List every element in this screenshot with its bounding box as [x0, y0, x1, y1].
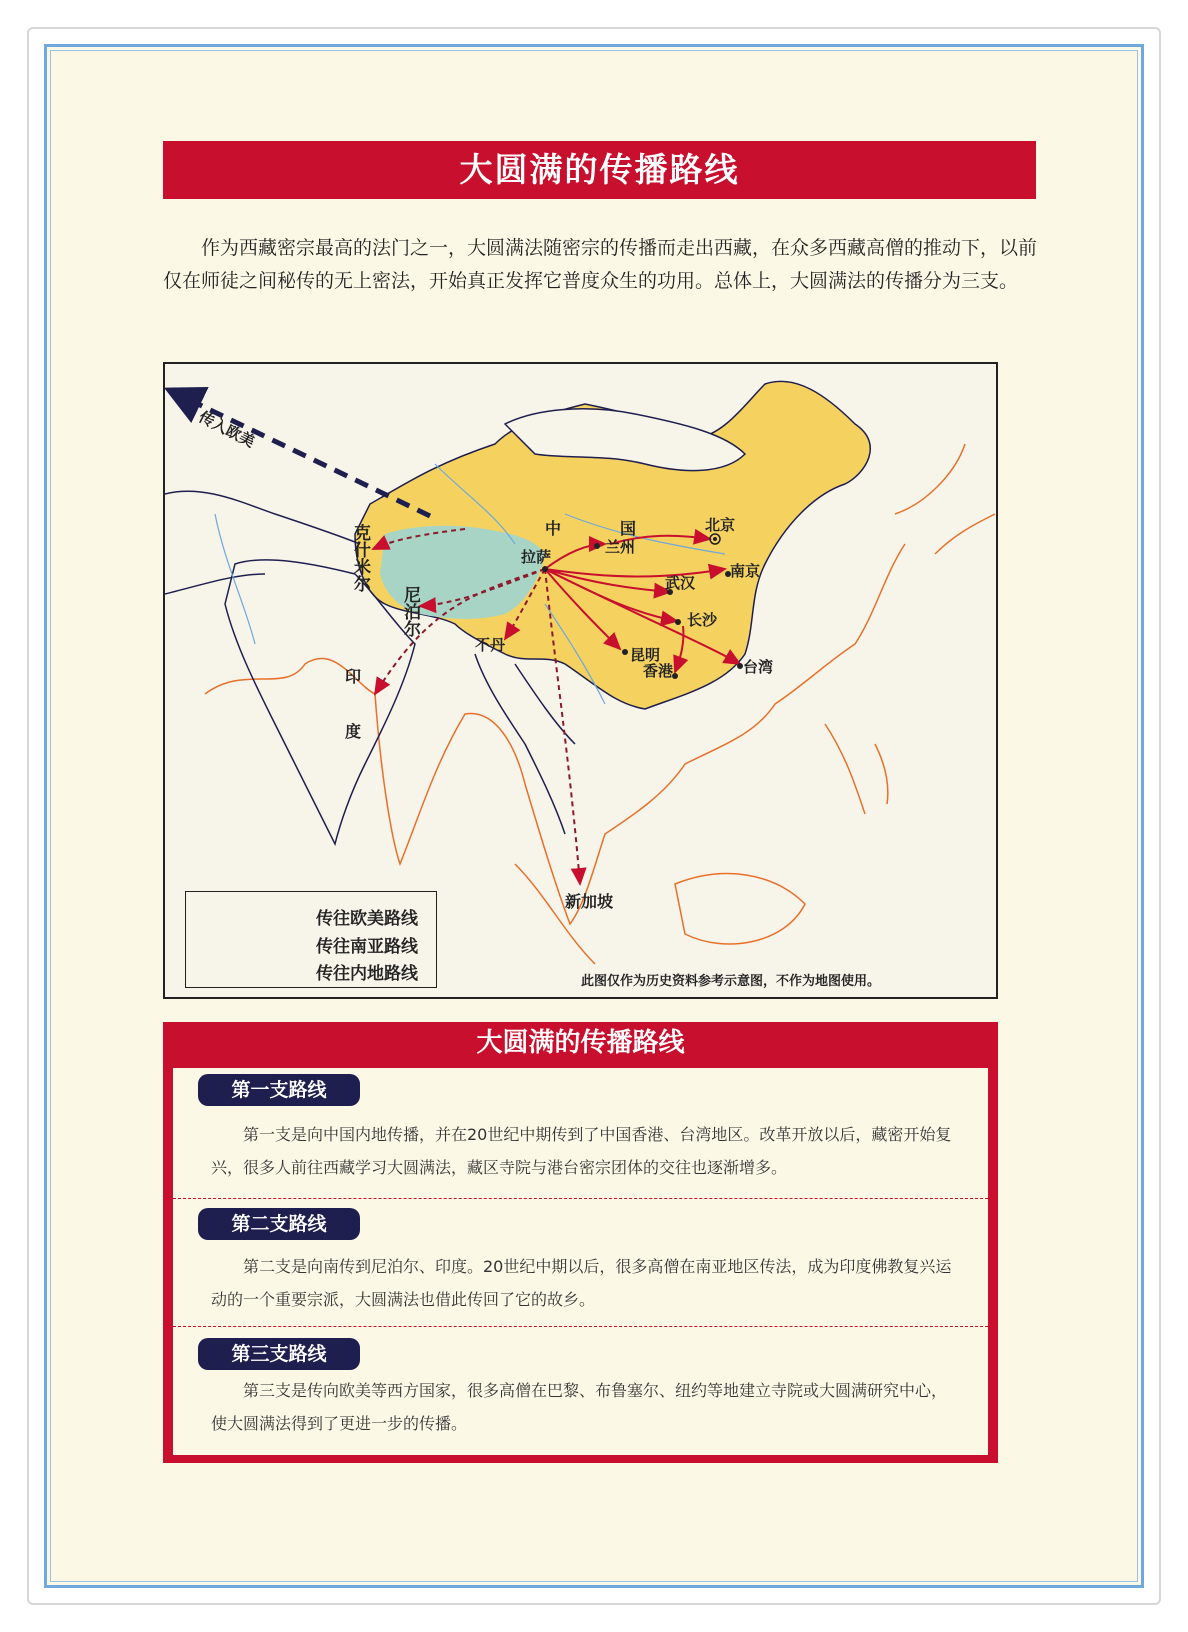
label-india-1: 印 — [345, 667, 362, 686]
legend-europe: 传往欧美路线 — [316, 909, 418, 929]
routes-panel-body — [173, 1068, 988, 1455]
route-text-3 — [211, 1374, 961, 1440]
city-dot-changsha — [675, 619, 681, 625]
label-india-2: 度 — [345, 722, 362, 741]
label-wuhan: 武汉 — [665, 574, 696, 592]
routes-panel-title: 大圆满的传播路线 — [476, 1028, 685, 1058]
route-label-2: 第二支路线 — [198, 1208, 360, 1240]
route-text-2 — [211, 1250, 961, 1316]
map-disclaimer: 此图仅作为历史资料参考示意图，不作为地图使用。 — [581, 974, 881, 989]
route-description-2: 第二支是向南传到尼泊尔、印度。20世纪中期以后，很多高僧在南亚地区传法，成为印度佛教复兴运动的一个重要宗派，大圆满法也借此传回了它的故乡。 — [211, 1257, 952, 1309]
page-title: 大圆满的传播路线 — [163, 141, 1036, 199]
label-lanzhou: 兰州 — [605, 538, 636, 556]
label-beijing: 北京 — [705, 516, 736, 534]
route-divider-2 — [173, 1326, 988, 1327]
route-label-1: 第一支路线 — [198, 1074, 360, 1106]
label-china-1: 中 — [545, 519, 562, 538]
city-dot-kunming — [622, 649, 628, 655]
city-dot-beijing-center — [713, 537, 717, 541]
label-taiwan: 台湾 — [743, 658, 774, 676]
island-borneo — [675, 874, 805, 944]
west-asia-border — [165, 491, 360, 594]
intro-text: 作为西藏密宗最高的法门之一，大圆满法随密宗的传播而走出西藏，在众多西藏高僧的推动下，以前仅在师徒之间秘传的无上密法，开始真正发挥它普度众生的功用。总体上，大圆满法的传播分为三支。 — [163, 237, 1038, 292]
route-description-3: 第三支是传向欧美等西方国家，很多高僧在巴黎、布鲁塞尔、纽约等地建立寺院或大圆满研究中心，使大圆满法得到了更进一步的传播。 — [211, 1381, 948, 1433]
label-lhasa: 拉萨 — [521, 548, 552, 566]
label-changsha: 长沙 — [687, 611, 718, 629]
route-divider-1 — [173, 1198, 988, 1199]
label-bhutan: 不丹 — [475, 636, 506, 654]
route-label-3: 第三支路线 — [198, 1338, 360, 1370]
island-japan — [895, 444, 995, 554]
intro-paragraph — [163, 232, 1043, 298]
label-singapore: 新加坡 — [565, 892, 614, 911]
indochina-border — [475, 654, 575, 834]
label-europe-arrow: 传入欧美 — [195, 407, 258, 452]
route-text-1 — [211, 1118, 961, 1184]
label-nepal: 尼泊尔 — [400, 586, 420, 637]
city-dot-lanzhou — [594, 543, 600, 549]
legend-inland: 传往内地路线 — [316, 964, 418, 984]
map-legend — [185, 891, 437, 988]
routes-panel — [163, 1022, 998, 1463]
label-china-2: 国 — [620, 519, 637, 538]
island-philippines — [825, 724, 888, 814]
label-nanjing: 南京 — [730, 562, 761, 580]
label-kashmir: 克什米尔 — [350, 524, 370, 592]
legend-south-asia: 传往南亚路线 — [316, 937, 418, 957]
route-description-1: 第一支是向中国内地传播，并在20世纪中期传到了中国香港、台湾地区。改革开放以后，藏密开始复兴，很多人前往西藏学习大圆满法，藏区寺院与港台密宗团体的交往也逐渐增多。 — [211, 1125, 952, 1177]
label-hongkong: 香港 — [643, 662, 674, 680]
label-kunming: 昆明 — [630, 646, 661, 664]
spread-route-map — [163, 362, 998, 999]
